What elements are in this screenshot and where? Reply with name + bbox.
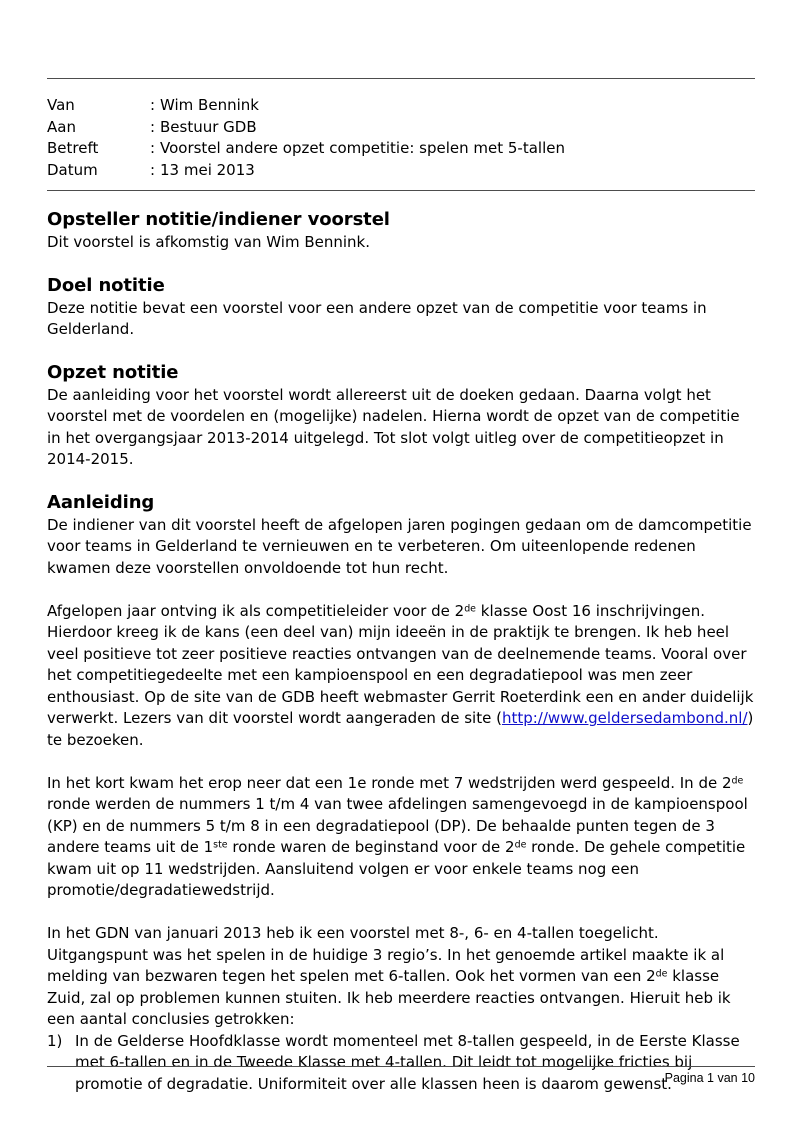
meta-value-datum: 13 mei 2013 bbox=[160, 160, 255, 179]
paragraph-aanleiding-3-text-4: ronde. De gehele competitie kwam uit op 11 wedstrijden. Aansluitend volgen er voor enkele teams nog een promotie/degradatiewedstrijd. bbox=[47, 838, 746, 899]
meta-row-datum bbox=[47, 160, 565, 182]
paragraph-aanleiding-3-text-2: ronde werden de nummers 1 t/m 4 van twee afdelingen samengevoegd in de kampioenspool (KP) en de nummers 5 t/m 8 in een degradatiepool (DP). De behaalde punten tegen de 3 andere teams uit de 1 bbox=[47, 795, 748, 856]
paragraph-aanleiding-2 bbox=[47, 601, 757, 752]
meta-row-aan bbox=[47, 117, 565, 139]
document-body bbox=[47, 208, 757, 1095]
meta-value-aan: Bestuur GDB bbox=[160, 117, 257, 136]
paragraph-aanleiding-3-text-1: In het kort kwam het erop neer dat een 1e ronde met 7 wedstrijden werd gespeeld. In de 2 bbox=[47, 773, 732, 792]
section-spacer-opzet bbox=[47, 341, 757, 361]
heading-aanleiding: Aanleiding bbox=[47, 491, 155, 513]
meta-label-betreft: Betreft bbox=[47, 139, 99, 157]
ordinal-superscript-de-2: de bbox=[731, 775, 744, 787]
section-spacer-doel bbox=[47, 254, 757, 274]
paragraph-aanleiding-4-text-1: In het GDN van januari 2013 heb ik een voorstel met 8-, 6- en 4-tallen toegelicht. Uitgangspunt was het spelen in de huidige 3 regio’s. In het genoemde artikel maakte ik al melding van bezwaren tegen het spelen met 6-tallen. Ook het vormen van een 2 bbox=[47, 924, 725, 985]
geldersedambond-website-link[interactable]: http://www.geldersedambond.nl/ bbox=[501, 709, 748, 727]
header-top-divider bbox=[47, 78, 755, 79]
document-meta-block bbox=[47, 95, 565, 181]
list-item-marker: 1) bbox=[47, 1031, 63, 1050]
paragraph-aanleiding-4-text-2: klasse Zuid, zal op problemen kunnen stuiten. Ik heb meerdere reacties ontvangen. Hieruit heb ik een aantal conclusies getrokken: bbox=[47, 967, 731, 1028]
paragraph-opsteller: Dit voorstel is afkomstig van Wim Bennink. bbox=[47, 233, 370, 251]
paragraph-opzet: De aanleiding voor het voorstel wordt allereerst uit de doeken gedaan. Daarna volgt het voorstel met de voordelen en (mogelijke) nadelen. Hierna wordt de opzet van de competitie in het overgangsjaar 2013-2014 uitgelegd. Tot slot volgt uitleg over de competitieopzet in 2014-2015. bbox=[47, 385, 740, 468]
meta-value-van: Wim Bennink bbox=[160, 96, 259, 114]
meta-separator-betreft: : bbox=[150, 139, 156, 157]
paragraph-aanleiding-4 bbox=[47, 923, 757, 1031]
heading-doel-notitie: Doel notitie bbox=[47, 274, 165, 296]
header-bottom-divider bbox=[47, 190, 755, 191]
paragraph-aanleiding-2-text-2: klasse Oost 16 inschrijvingen. Hierdoor kreeg ik de kans (een deel van) mijn ideeën in de praktijk te brengen. Ik heb heel veel positieve tot zeer positieve reacties ontvangen van de deelnemende teams. Vooral over het competitiegedeelte met een kampioenspool en een degradatiepool was men zeer enthousiast. Op de site van de GDB heeft webmaster Gerrit Roeterdink een en ander duidelijk verwerkt. Lezers van dit voorstel wordt aangeraden de site ( bbox=[47, 601, 754, 727]
footer-divider bbox=[47, 1066, 755, 1067]
meta-label-van: Van bbox=[47, 96, 75, 114]
paragraph-aanleiding-2-text-3: ) te bezoeken. bbox=[47, 709, 754, 749]
meta-value-betreft: Voorstel andere opzet competitie: spelen met 5-tallen bbox=[160, 139, 565, 157]
paragraph-doel: Deze notitie bevat een voorstel voor een andere opzet van de competitie voor teams in Gelderland. bbox=[47, 298, 707, 338]
meta-label-aan: Aan bbox=[47, 117, 76, 136]
heading-opsteller-notitie: Opsteller notitie/indiener voorstel bbox=[47, 209, 390, 230]
paragraph-aanleiding-3-text-3: ronde waren de beginstand voor de 2 bbox=[227, 838, 515, 856]
ordinal-superscript-de: de bbox=[464, 603, 476, 615]
meta-separator-datum: : bbox=[150, 160, 156, 179]
section-spacer-aanleiding bbox=[47, 471, 757, 491]
paragraph-aanleiding-2-text-1: Afgelopen jaar ontving ik als competitieleider voor de 2 bbox=[47, 601, 465, 620]
meta-row-betreft bbox=[47, 138, 565, 160]
ordinal-superscript-de-3: de bbox=[514, 839, 527, 851]
meta-label-datum: Datum bbox=[47, 160, 98, 179]
ordinal-superscript-ste: ste bbox=[213, 839, 228, 851]
paragraph-aanleiding-3 bbox=[47, 773, 757, 902]
ordinal-superscript-de-4: de bbox=[655, 968, 668, 980]
page-number: Pagina 1 van 10 bbox=[664, 1071, 755, 1085]
meta-separator-aan: : bbox=[150, 117, 156, 136]
meta-row-van bbox=[47, 95, 565, 117]
list-item-text: In de Gelderse Hoofdklasse wordt momenteel met 8-tallen gespeeld, in de Eerste Klasse met 6-tallen en in de Tweede Klasse met 4-tallen. Dit leidt tot mogelijke fricties bij promotie of degradatie. Uniformiteit over alle klassen heen is daarom gewenst. bbox=[75, 1031, 740, 1093]
heading-opzet-notitie: Opzet notitie bbox=[47, 361, 179, 383]
paragraph-aanleiding-1: De indiener van dit voorstel heeft de afgelopen jaren pogingen gedaan om de damcompetitie voor teams in Gelderland te vernieuwen en te verbeteren. Om uiteenlopende redenen kwamen deze voorstellen onvoldoende tot hun recht. bbox=[47, 515, 752, 577]
meta-separator-van: : bbox=[150, 96, 156, 114]
